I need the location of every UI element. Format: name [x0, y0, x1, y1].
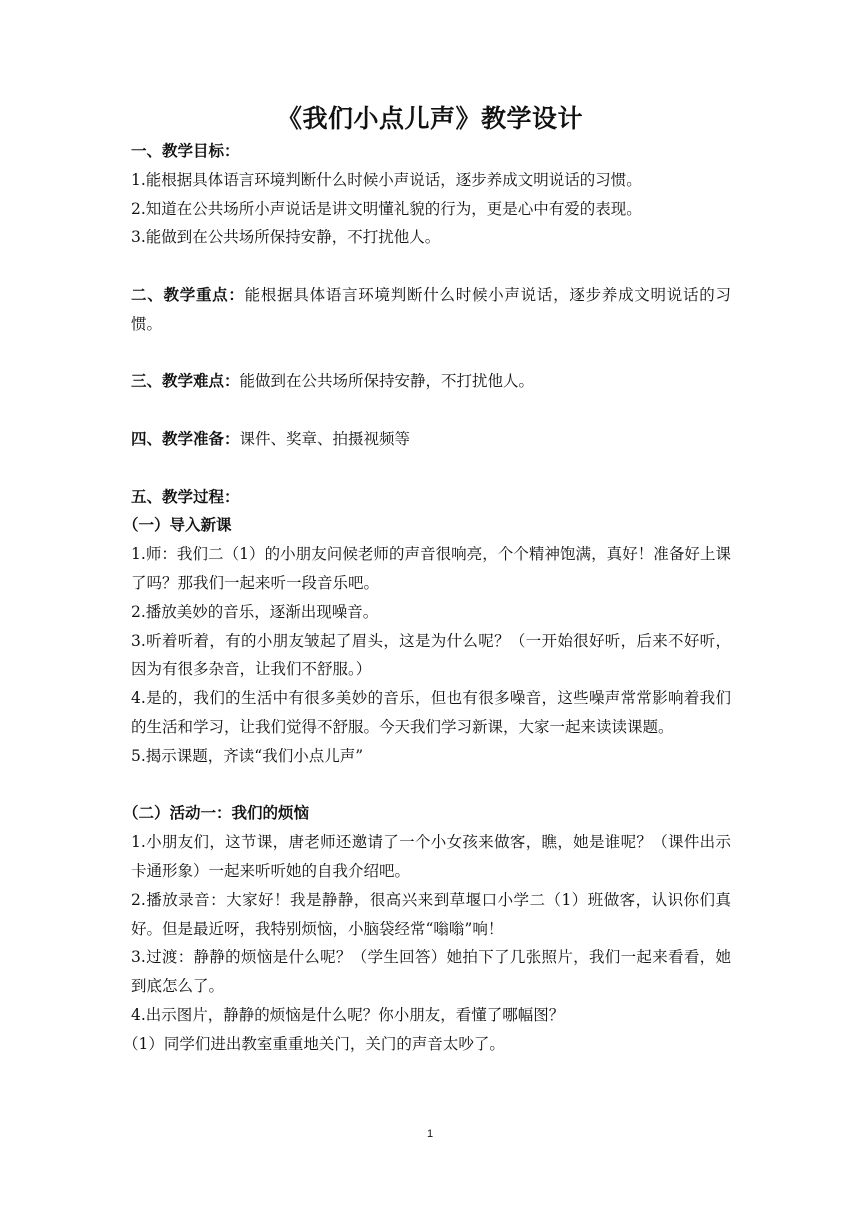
page-number: 1 — [426, 1128, 434, 1140]
difficulties-heading: 三、教学难点： — [131, 372, 240, 391]
spacer — [131, 396, 731, 425]
spacer — [131, 339, 731, 368]
part2-heading: （二）活动一：我们的烦恼 — [123, 804, 310, 823]
key-points-paragraph — [131, 281, 731, 339]
part2-item-4: 4.出示图片，静静的烦恼是什么呢？你小朋友，看懂了哪幅图？ — [131, 1005, 565, 1024]
goal-item-1: 1.能根据具体语言环境判断什么时候小声说话，逐步养成文明说话的习惯。 — [131, 170, 642, 189]
goal-item-3: 3.能做到在公共场所保持安静，不打扰他人。 — [131, 228, 441, 247]
key-points-text: 能根据具体语言环境判断什么时候小声说话，逐步养成文明说话的习惯。 — [131, 285, 731, 333]
part1-heading: （一）导入新课 — [123, 516, 232, 535]
process-heading: 五、教学过程： — [131, 487, 240, 506]
key-points-heading: 二、教学重点： — [131, 285, 245, 304]
document-body — [123, 137, 731, 1059]
difficulties-text: 能做到在公共场所保持安静，不打扰他人。 — [239, 372, 535, 391]
spacer — [131, 252, 731, 281]
part1-item-1: 1.师：我们二（1）的小朋友问候老师的声音很响亮，个个精神饱满，真好！准备好上课了吗？那我们一起来听一段音乐吧。 — [131, 545, 731, 592]
part1-item-4: 4.是的，我们的生活中有很多美妙的音乐，但也有很多噪音，这些噪声常常影响着我们的生活和学习，让我们觉得不舒服。今天我们学习新课，大家一起来读读课题。 — [131, 689, 731, 736]
part1-item-2: 2.播放美妙的音乐，逐渐出现噪音。 — [131, 602, 379, 621]
part1-item-5: 5.揭示课题，齐读“我们小点儿声” — [131, 746, 364, 765]
document-title: 《我们小点儿声》教学设计 — [276, 104, 583, 133]
part2-item-3: 3.过渡：静静的烦恼是什么呢？（学生回答）她拍下了几张照片，我们一起来看看，她到底怎么了。 — [131, 948, 731, 996]
preparation-paragraph — [131, 425, 731, 454]
part2-item-5: （1）同学们进出教室重重地关门，关门的声音太吵了。 — [123, 1034, 505, 1053]
part1-item-3: 3.听着听着，有的小朋友皱起了眉头，这是为什么呢？（一开始很好听，后来不好听，因为有很多杂音，让我们不舒服。） — [131, 631, 731, 679]
part2-item-1: 1.小朋友们，这节课，唐老师还邀请了一个小女孩来做客，瞧，她是谁呢？（课件出示卡通形象）一起来听听她的自我介绍吧。 — [131, 833, 731, 880]
goal-item-2: 2.知道在公共场所小声说话是讲文明懂礼貌的行为，更是心中有爱的表现。 — [131, 199, 642, 218]
goals-heading: 一、教学目标： — [131, 142, 240, 160]
part2-item-2: 2.播放录音：大家好！我是静静，很高兴来到草堰口小学二（1）班做客，认识你们真好。但是最近呀，我特别烦恼，小脑袋经常“嗡嗡”响！ — [131, 890, 731, 938]
spacer — [131, 454, 731, 483]
preparation-heading: 四、教学准备： — [131, 429, 240, 448]
difficulties-paragraph — [131, 367, 731, 396]
preparation-text: 课件、奖章、拍摄视频等 — [239, 429, 411, 448]
spacer — [131, 771, 731, 800]
